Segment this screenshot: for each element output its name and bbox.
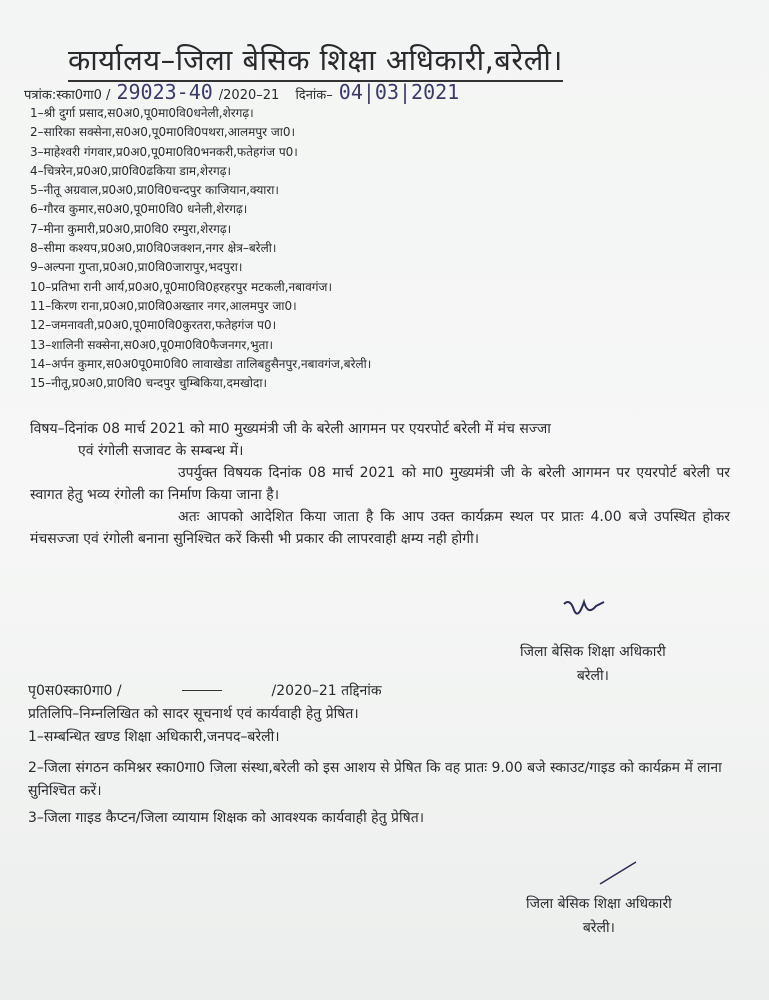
signature-scribble	[596, 858, 646, 888]
signatory-place: बरेली।	[576, 668, 609, 684]
date-label: दिनांक–	[295, 88, 333, 103]
list-item: 13–शालिनी सक्सेना,स0अ0,पू0मा0वि0फैजनगर,भुता।	[30, 337, 274, 352]
ref-number-handwritten: 29023-40	[116, 80, 213, 104]
list-item: 8–सीमा कश्यप,प्र0अ0,प्रा0वि0जक्शन,नगर क्षेत्र–बरेली।	[30, 241, 277, 256]
copy-item: 2–जिला संगठन कमिश्नर स्का0गा0 जिला संस्था,बरेली को इस आशय से प्रेषित कि वह प्रातः 9.00 बजे स्काउट/गाइड को कार्यक्रम में लाना सुनिश्चित करें।	[28, 760, 722, 799]
signatory-designation: जिला बेसिक शिक्षा अधिकारी	[526, 896, 672, 912]
date-handwritten: 04|03|2021	[338, 80, 460, 104]
copy-section	[28, 680, 728, 830]
office-title: कार्यालय–जिला बेसिक शिक्षा अधिकारी,बरेली।	[68, 40, 563, 82]
ref-year: /2020–21	[218, 88, 280, 103]
list-item: 1–श्री दुर्गा प्रसाद,स0अ0,पू0मा0वि0धनेली,शेरगढ़।	[30, 106, 254, 120]
paragraph: उपर्युक्त विषयक दिनांक 08 मार्च 2021 को मा0 मुख्यमंत्री जी के बरेली आगमन पर एयरपोर्ट बरेली पर स्वागत हेतु भव्य रंगोली का निर्माण किया जाना है।	[30, 465, 730, 503]
list-item: 2–सारिका सक्सेना,स0अ0,पू0मा0वि0पथरा,आलमपुर जा0।	[30, 125, 296, 140]
ref-prefix: पत्रांक:स्का0गा0 /	[24, 88, 111, 103]
list-item: 4–चित्ररेन,प्र0अ0,प्रा0वि0ढकिया डाम,शेरगढ़।	[30, 163, 232, 178]
copy-ref-suffix: /2020–21 तद्दिनांक	[271, 683, 382, 699]
subject-block	[30, 418, 730, 550]
list-item: 10–प्रतिभा रानी आर्य,प्र0अ0,पू0मा0वि0हरहरपुर मटकली,नबावगंज।	[30, 279, 333, 294]
copy-item: 3–जिला गाइड कैप्टन/जिला व्यायाम शिक्षक को आवश्यक कार्यवाही हेतु प्रेषित।	[28, 810, 425, 826]
list-item: 12–जमनावती,प्र0अ0,पू0मा0वि0कुरतरा,फतेहगंज प0।	[30, 318, 277, 333]
list-item: 3–माहेश्वरी गंगवार,प्र0अ0,पू0मा0वि0भनकरी,फतेहगंज प0।	[30, 144, 298, 159]
copy-ref-prefix: पृ0स0स्का0गा0 /	[28, 683, 122, 699]
list-item: 6–गौरव कुमार,स0अ0,पू0मा0वि0 धनेली,शेरगढ़।	[30, 202, 248, 217]
blank-line	[182, 690, 222, 691]
list-item: 14–अर्पन कुमार,स0अ0पू0मा0वि0 लावाखेडा तालिबहुसैनपुर,नबावगंज,बरेली।	[30, 356, 372, 371]
list-item: 11–किरण राना,प्र0अ0,प्रा0वि0अख्तार नगर,आलमपुर जा0।	[30, 298, 297, 313]
recipient-list	[30, 104, 371, 393]
signatory-place: बरेली।	[582, 920, 615, 936]
copy-item: 1–सम्बन्धित खण्ड शिक्षा अधिकारी,जनपद–बरेली।	[28, 729, 280, 745]
subject-line: विषय–दिनांक 08 मार्च 2021 को मा0 मुख्यमंत्री जी के बरेली आगमन पर एयरपोर्ट बरेली में मंच सज्जा	[30, 421, 551, 437]
signature-scribble	[560, 596, 610, 626]
subject-line: एवं रंगोली सजावट के सम्बन्ध में।	[78, 443, 244, 459]
copy-intro: प्रतिलिपि–निम्नलिखित को सादर सूचनार्थ एवं कार्यवाही हेतु प्रेषित।	[28, 706, 359, 722]
list-item: 9–अल्पना गुप्ता,प्र0अ0,प्रा0वि0जारापुर,भदपुरा।	[30, 260, 243, 275]
signatory-designation: जिला बेसिक शिक्षा अधिकारी	[520, 644, 666, 660]
reference-line	[24, 80, 465, 104]
list-item: 7–मीना कुमारी,प्र0अ0,प्रा0वि0 रम्पुरा,शेरगढ़।	[30, 221, 232, 236]
list-item: 5–नीतू अग्रवाल,प्र0अ0,प्रा0वि0चन्दपुर काजियान,क्यारा।	[30, 183, 279, 198]
list-item: 15–नीतू,प्र0अ0,प्रा0वि0 चन्दपुर चुम्बिकिया,दमखोदा।	[30, 376, 267, 391]
signature-block	[526, 892, 672, 940]
paragraph: अतः आपको आदेशित किया जाता है कि आप उक्त कार्यक्रम स्थल पर प्रातः 4.00 बजे उपस्थित होकर मंचसज्जा एवं रंगोली बनाना सुनिश्चित करें किसी भी प्रकार की लापरवाही क्षम्य नही होगी।	[30, 509, 730, 547]
